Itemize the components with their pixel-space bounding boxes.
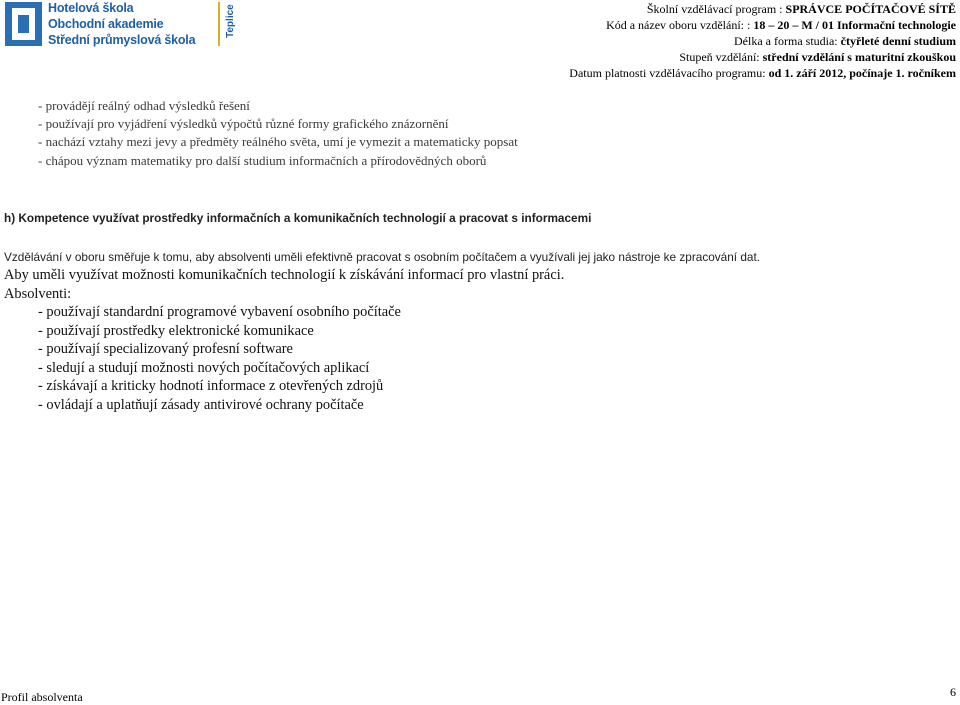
section-heading: h) Kompetence využívat prostředky informačních a komunikačních technologií a pracovat s informacemi [4, 211, 592, 225]
header-program-value: SPRÁVCE POČÍTAČOVÉ SÍTĚ [785, 2, 956, 16]
header-validity-date-value: od 1. září 2012, počínaje 1. ročníkem [768, 66, 956, 80]
footer-title: Profil absolventa [1, 690, 83, 704]
header-validity-date [569, 65, 956, 81]
logo-line-2: Obchodní akademie [48, 17, 164, 31]
list-item: - chápou význam matematiky pro další studium informačních a přírodovědných oborů [38, 152, 518, 170]
list-item: - získávají a kriticky hodnotí informace z otevřených zdrojů [38, 377, 401, 396]
logo-text [48, 0, 195, 48]
header-study-length-value: čtyřleté denní studium [840, 34, 956, 48]
section-paragraphs [4, 266, 564, 303]
logo-line-3: Střední průmyslová škola [48, 33, 196, 47]
list-item: - nachází vztahy mezi jevy a předměty reálného světa, umí je vymezit a matematicky popsat [38, 133, 518, 151]
logo-line-1: Hotelová škola [48, 1, 134, 15]
list-item: - používají prostředky elektronické komunikace [38, 322, 401, 341]
header-education-level [569, 49, 956, 65]
competence-list [38, 303, 401, 414]
header-field-code-value: 18 – 20 – M / 01 Informační technologie [753, 18, 956, 32]
document-header [569, 1, 956, 81]
header-education-level-label: Stupeň vzdělání: [679, 50, 760, 64]
school-logo [0, 0, 240, 52]
section-paragraph-1: Vzdělávání v oboru směřuje k tomu, aby absolventi uměli efektivně pracovat s osobním počítačem a využívali jej jako nástroje ke zpracování dat. [4, 250, 761, 264]
header-field-code-label: Kód a název oboru vzdělání: : [606, 18, 751, 32]
header-field-code [569, 17, 956, 33]
list-item: - ovládají a uplatňují zásady antivirové ochrany počítače [38, 396, 401, 415]
logo-city: Teplice [225, 4, 236, 38]
header-study-length [569, 33, 956, 49]
list-item: - používají specializovaný profesní software [38, 340, 401, 359]
school-logo-icon [5, 2, 42, 46]
header-validity-date-label: Datum platnosti vzdělávacího programu: [569, 66, 766, 80]
top-bullet-list [38, 97, 518, 170]
section-paragraph-3: Absolventi: [4, 285, 72, 302]
header-study-length-label: Délka a forma studia: [734, 34, 838, 48]
list-item: - používají pro vyjádření výsledků výpočtů různé formy grafického znázornění [38, 115, 518, 133]
header-education-level-value: střední vzdělání s maturitní zkouškou [762, 50, 956, 64]
list-item: - provádějí reálný odhad výsledků řešení [38, 97, 518, 115]
list-item: - sledují a studují možnosti nových počítačových aplikací [38, 359, 401, 378]
header-program [569, 1, 956, 17]
header-program-label: Školní vzdělávací program : [646, 2, 783, 16]
list-item: - používají standardní programové vybavení osobního počítače [38, 303, 401, 322]
section-paragraph-2: Aby uměli využívat možnosti komunikačních technologií k získávání informací pro vlastní práci. [4, 267, 565, 283]
page-number: 6 [950, 685, 956, 699]
